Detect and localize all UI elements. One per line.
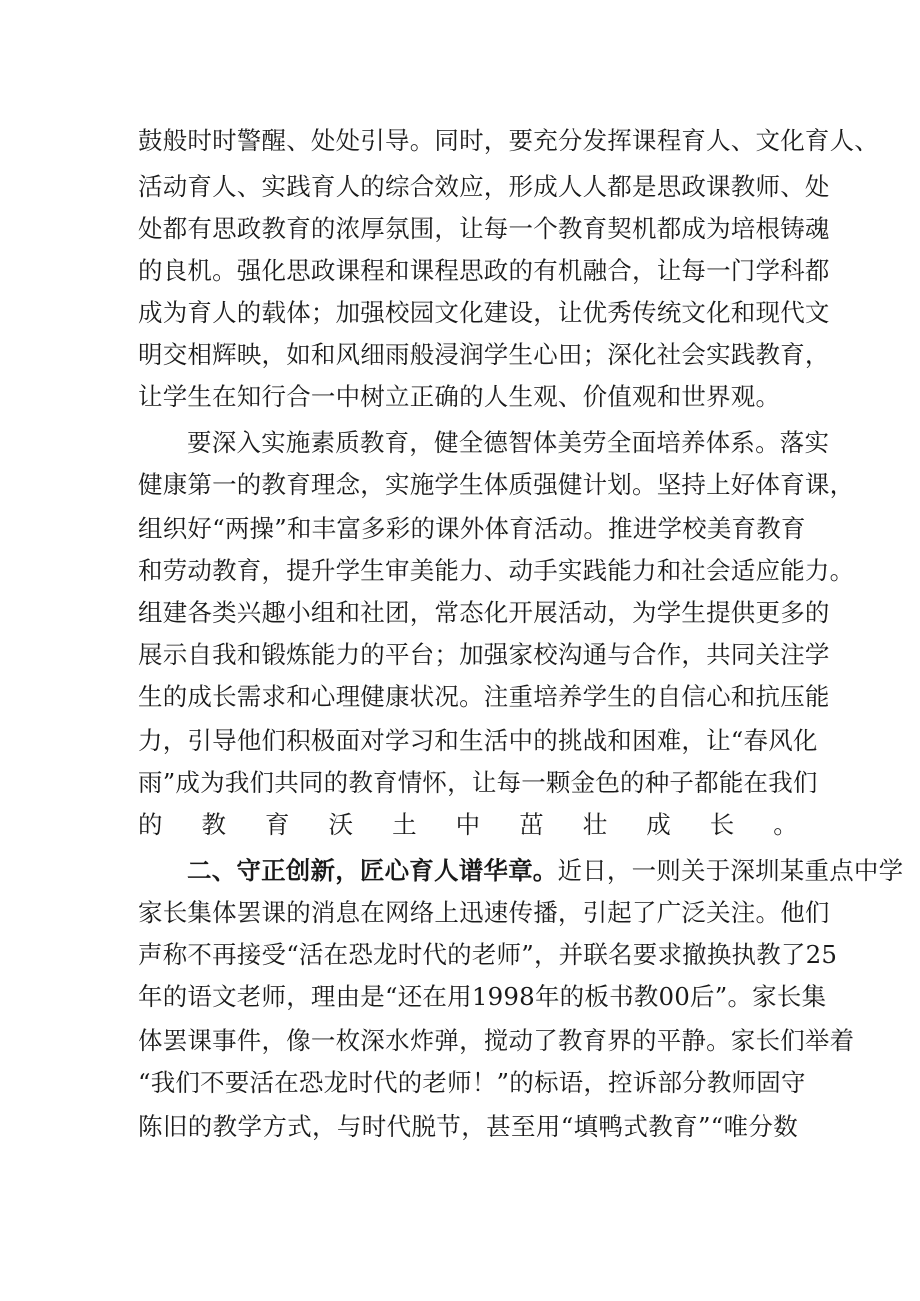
text-line: 组建各类兴趣小组和社团，常态化开展活动，为学生提供更多的 bbox=[138, 598, 830, 627]
text-line: 体罢课事件，像一枚深水炸弹，搅动了教育界的平静。家长们举着 bbox=[138, 1026, 855, 1055]
text-line: 声称不再接受“活在恐龙时代的老师”，并联名要求撤换执教了25 bbox=[138, 940, 838, 969]
text-line: 年的语文老师，理由是“还在用1998年的板书教00后”。家长集 bbox=[138, 982, 827, 1011]
text-line: 明交相辉映，如和风细雨般浸润学生心田；深化社会实践教育， bbox=[138, 340, 830, 369]
text-line: 鼓般时时警醒、处处引导。同时，要充分发挥课程育人、文化育人、 bbox=[138, 126, 879, 155]
text-line: 陈旧的教学方式，与时代脱节，甚至用“填鸭式教育”“唯分数 bbox=[138, 1112, 798, 1141]
heading-continuation: 近日，一则关于深圳某重点中学 bbox=[557, 856, 904, 885]
section-heading: 二、守正创新，匠心育人谱华章。 bbox=[187, 856, 558, 885]
text-line bbox=[187, 856, 904, 886]
text-line: 的教育沃土中茁壮成长。 bbox=[138, 810, 798, 839]
text-line: 和劳动教育，提升学生审美能力、动手实践能力和社会适应能力。 bbox=[138, 556, 855, 585]
text-line: 活动育人、实践育人的综合效应，形成人人都是思政课教师、处 bbox=[138, 172, 830, 201]
text-line: 处都有思政教育的浓厚氛围，让每一个教育契机都成为培根铸魂 bbox=[138, 214, 830, 243]
text-line: 家长集体罢课的消息在网络上迅速传播，引起了广泛关注。他们 bbox=[138, 898, 830, 927]
text-line: 组织好“两操”和丰富多彩的课外体育活动。推进学校美育教育 bbox=[138, 514, 806, 543]
text-line: 成为育人的载体；加强校园文化建设，让优秀传统文化和现代文 bbox=[138, 298, 830, 327]
text-line: “我们不要活在恐龙时代的老师！”的标语，控诉部分教师固守 bbox=[138, 1068, 806, 1097]
text-line: 让学生在知行合一中树立正确的人生观、价值观和世界观。 bbox=[138, 382, 781, 411]
text-line: 的良机。强化思政课程和课程思政的有机融合，让每一门学科都 bbox=[138, 256, 830, 285]
text-line: 展示自我和锻炼能力的平台；加强家校沟通与合作，共同关注学 bbox=[138, 640, 830, 669]
text-line: 雨”成为我们共同的教育情怀，让每一颗金色的种子都能在我们 bbox=[138, 768, 818, 797]
text-line: 要深入实施素质教育，健全德智体美劳全面培养体系。落实 bbox=[187, 428, 830, 457]
text-line: 生的成长需求和心理健康状况。注重培养学生的自信心和抗压能 bbox=[138, 682, 830, 711]
text-line: 力，引导他们积极面对学习和生活中的挑战和困难，让“春风化 bbox=[138, 726, 818, 755]
text-line: 健康第一的教育理念，实施学生体质强健计划。坚持上好体育课， bbox=[138, 470, 855, 499]
